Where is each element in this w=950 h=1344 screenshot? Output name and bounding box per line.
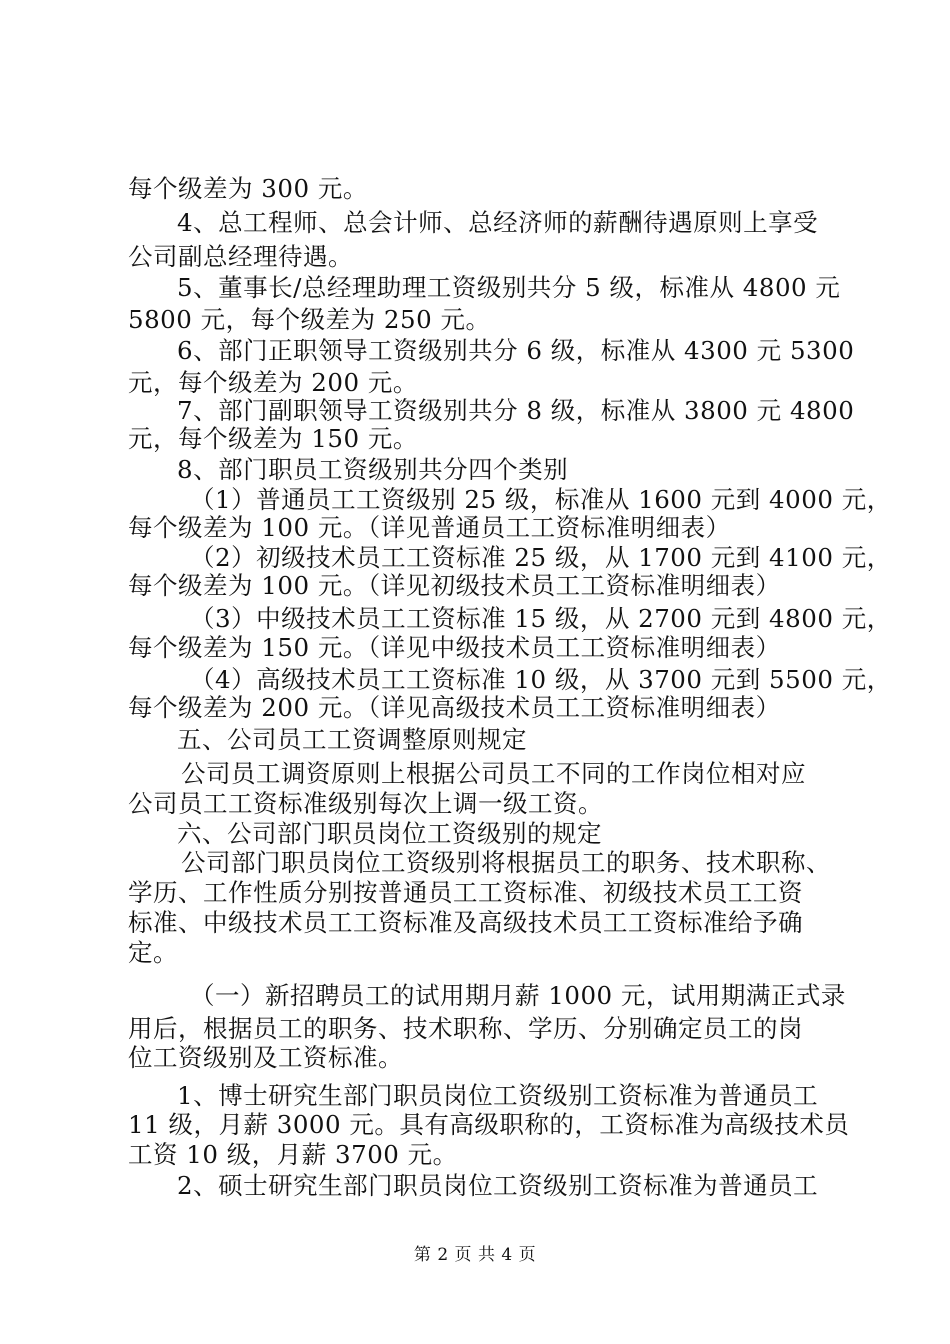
text-line: 7、部门副职领导工资级别共分 8 级，标准从 3800 元 4800	[177, 396, 855, 425]
text-line: （1）普通员工工资级别 25 级，标准从 1600 元到 4000 元，	[190, 485, 892, 514]
text-line: 1、博士研究生部门职员岗位工资级别工资标准为普通员工	[177, 1081, 819, 1110]
text-line: 每个级差为 150 元。（详见中级技术员工工资标准明细表）	[128, 633, 781, 662]
text-line: 11 级，月薪 3000 元。具有高级职称的，工资标准为高级技术员	[128, 1110, 850, 1139]
text-line: 2、硕士研究生部门职员岗位工资级别工资标准为普通员工	[177, 1171, 819, 1200]
text-line: 定。	[128, 938, 178, 967]
text-line: 6、部门正职领导工资级别共分 6 级，标准从 4300 元 5300	[177, 336, 855, 365]
text-line: 每个级差为 100 元。（详见普通员工工资标准明细表）	[128, 513, 731, 542]
text-line: 五、公司员工工资调整原则规定	[177, 725, 527, 754]
text-line: 5、董事长/总经理助理工资级别共分 5 级，标准从 4800 元	[177, 273, 841, 302]
text-line: 标准、中级技术员工工资标准及高级技术员工工资标准给予确	[128, 908, 803, 937]
text-line: 公司员工调资原则上根据公司员工不同的工作岗位相对应	[181, 759, 806, 788]
text-line: 8、部门职员工资级别共分四个类别	[177, 455, 569, 484]
text-line: （一）新招聘员工的试用期月薪 1000 元，试用期满正式录	[190, 981, 846, 1010]
text-line: （2）初级技术员工工资标准 25 级，从 1700 元到 4100 元，	[190, 543, 892, 572]
text-line: 公司员工工资标准级别每次上调一级工资。	[128, 789, 603, 818]
text-line: 每个级差为 300 元。	[128, 174, 368, 203]
text-line: （3）中级技术员工工资标准 15 级，从 2700 元到 4800 元，	[190, 604, 892, 633]
text-line: 用后，根据员工的职务、技术职称、学历、分别确定员工的岗	[128, 1014, 803, 1043]
text-line: 每个级差为 200 元。（详见高级技术员工工资标准明细表）	[128, 693, 781, 722]
text-line: 元，每个级差为 200 元。	[128, 368, 418, 397]
text-line: 4、总工程师、总会计师、总经济师的薪酬待遇原则上享受	[177, 208, 819, 237]
text-line: 每个级差为 100 元。（详见初级技术员工工资标准明细表）	[128, 571, 781, 600]
text-line: 公司副总经理待遇。	[128, 242, 353, 271]
text-line: 学历、工作性质分别按普通员工工资标准、初级技术员工工资	[128, 878, 803, 907]
text-line: （4）高级技术员工工资标准 10 级，从 3700 元到 5500 元，	[190, 665, 892, 694]
page-number-footer: 第 2 页 共 4 页	[413, 1245, 537, 1265]
text-line: 六、公司部门职员岗位工资级别的规定	[177, 819, 602, 848]
text-line: 元，每个级差为 150 元。	[128, 424, 418, 453]
text-line: 位工资级别及工资标准。	[128, 1043, 403, 1072]
text-line: 工资 10 级，月薪 3700 元。	[128, 1140, 458, 1169]
text-line: 5800 元，每个级差为 250 元。	[128, 305, 491, 334]
text-line: 公司部门职员岗位工资级别将根据员工的职务、技术职称、	[181, 848, 831, 877]
